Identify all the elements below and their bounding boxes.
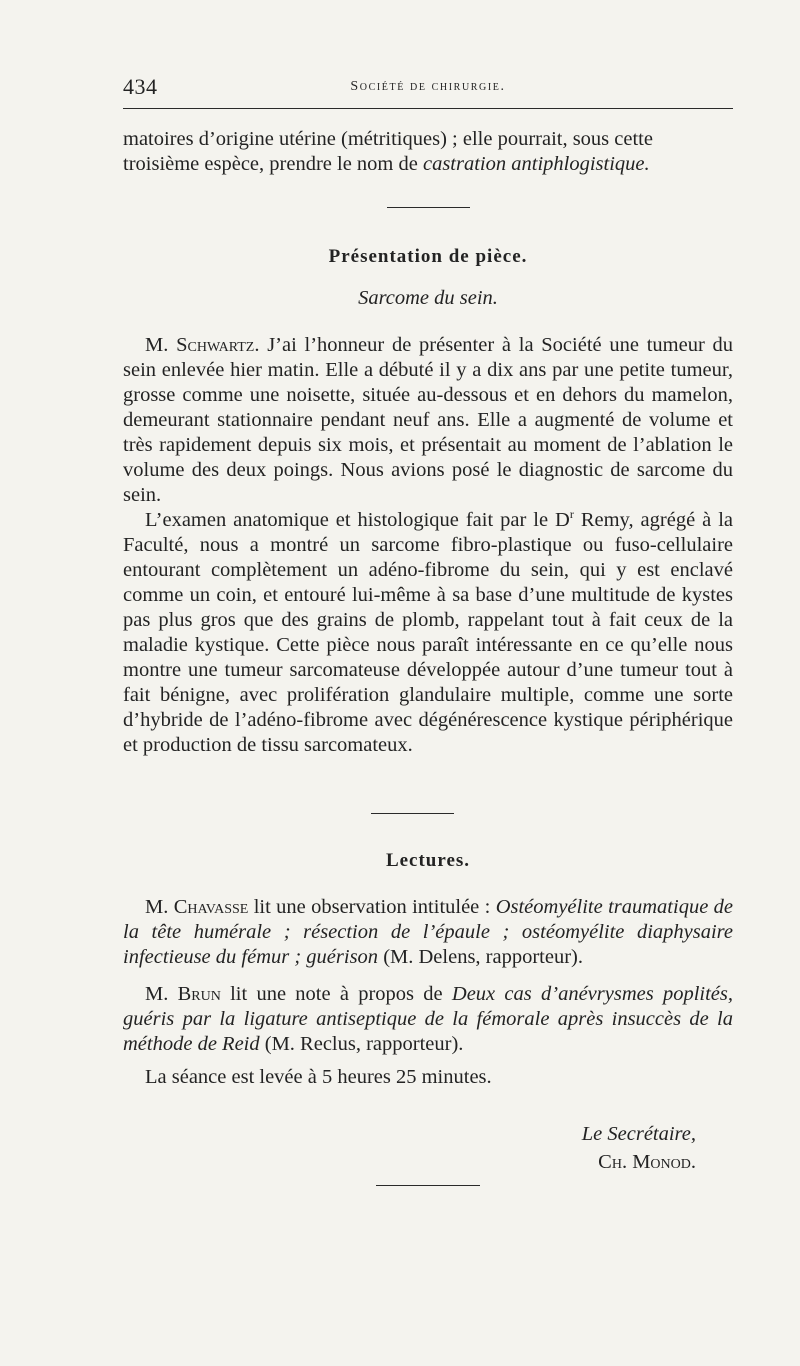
lecture-2-rapporteur: (M. Reclus, rapporteur). (259, 1033, 464, 1055)
intro-line-2-italic: castration antiphlogistique. (422, 153, 650, 175)
author-schwartz: M. Schwartz. (145, 334, 260, 356)
superscript-r: r (569, 507, 574, 522)
lecture-1-intro: lit une observation intitulée : (248, 896, 496, 918)
presentation-paragraph-2-b: Remy, agrégé à la Faculté, nous a montré un sarcome fibro-plastique ou fuso-cellulaire entourant complètement un adéno-fibrome du sein, qui y est enclavé comme un coin, et entouré lui-même à sa base d’une multitude de kystes pas plus gros que des grains de plomb, rappelant tout à fait ceux de la maladie kystique. Cette pièce nous paraît intéressante en ce qu’elle nous montre une tumeur sarcomateuse développée autour d’une tumeur tout à fait bénigne, avec prolifération glandulaire multiple, comme une sorte d’hybride de l’adéno-fibrome avec dégénérescence kystique périphérique et production de tissu sarcomateux. (123, 509, 734, 756)
page-header (123, 74, 733, 102)
intro-line-1: matoires d’origine utérine (métritiques) ; elle pourrait, sous cette (123, 128, 653, 150)
presentation-paragraph-1-text: J’ai l’honneur de présenter à la Société une tumeur du sein enlevée hier matin. Elle a débuté il y a dix ans par une petite tumeur, grosse comme une noisette, située au-dessous et en dehors du mamelon, demeurant stationnaire pendant neuf ans. Elle a augmenté de volume et très rapidement depuis six mois, et présentait au moment de l’ablation le volume des deux poings. Nous avions posé le diagnostic de sarcome du sein. (123, 334, 734, 506)
lectures-body (123, 895, 733, 1090)
signature-role: Le Secrétaire, (581, 1123, 696, 1145)
header-rule (123, 108, 733, 109)
lecture-paragraph-2 (123, 982, 733, 1057)
page-number: 434 (123, 74, 158, 99)
section-subtitle: Sarcome du sein. (358, 287, 498, 309)
presentation-body (123, 333, 733, 758)
intro-paragraph (123, 127, 733, 177)
lecture-2-title: Deux cas d’anévrysmes poplités, guéris par la ligature antiseptique de la fémorale après insuccès de la méthode de Reid (123, 983, 733, 1055)
lecture-2-intro: lit une note à propos de (220, 983, 452, 1005)
lecture-1-title: Ostéomyélite traumatique de la tête humérale ; résection de l’épaule ; ostéomyélite diaphysaire infectieuse du fémur ; guérison (123, 896, 733, 968)
section-divider (387, 207, 470, 208)
lecture-paragraph-1 (123, 895, 733, 970)
lecture-1-rapporteur: (M. Delens, rapporteur). (378, 946, 583, 968)
end-rule (376, 1185, 480, 1186)
section-divider-2 (371, 813, 454, 814)
section-title-lectures: Lectures. (385, 850, 471, 871)
presentation-paragraph-1 (123, 333, 733, 508)
intro-line-2: troisième espèce, prendre le nom de (123, 153, 423, 175)
author-brun: M. Brun (145, 983, 221, 1005)
closing-line: La séance est levée à 5 heures 25 minutes. (145, 1066, 492, 1088)
running-head: Société de chirurgie. (350, 79, 506, 94)
signature-name: Ch. Monod. (598, 1151, 696, 1173)
presentation-paragraph-2 (123, 508, 733, 758)
author-chavasse: M. Chavasse (145, 896, 249, 918)
presentation-paragraph-2-a: L’examen anatomique et histologique fait par le D (145, 509, 570, 531)
section-title-presentation: Présentation de pièce. (328, 246, 528, 267)
